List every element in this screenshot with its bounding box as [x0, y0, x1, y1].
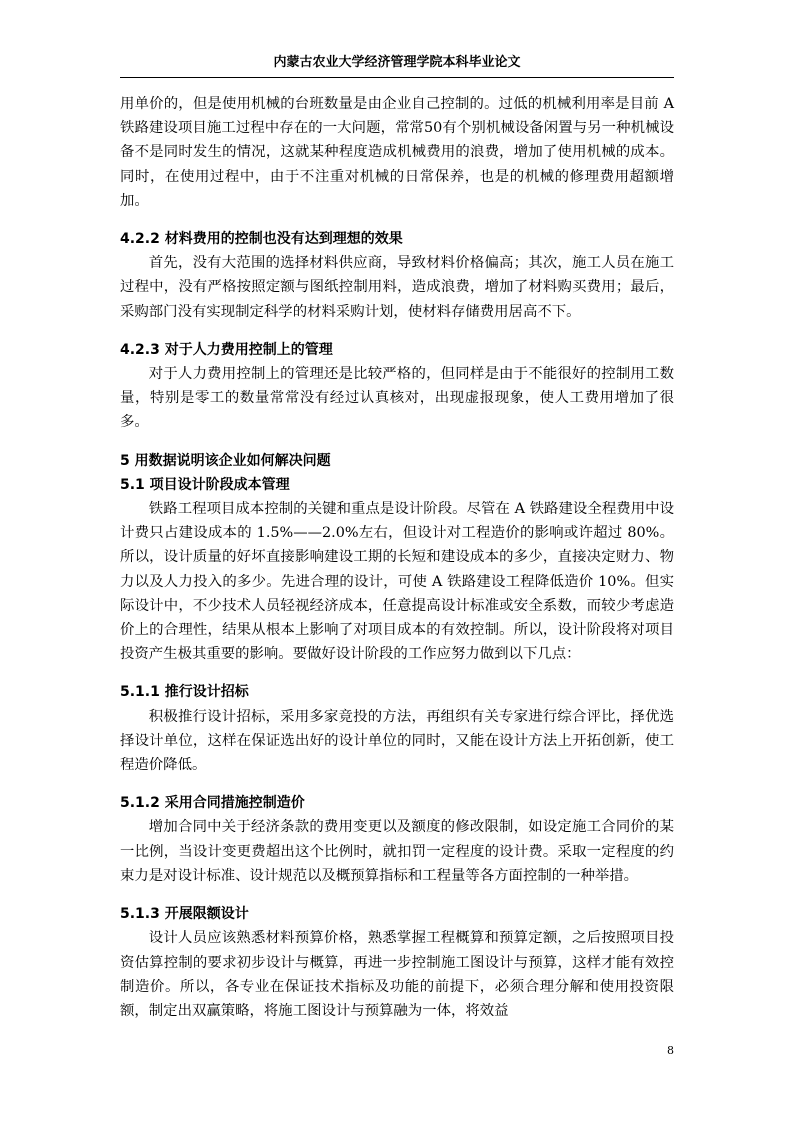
paragraph-labor-cost: 对于人力费用控制上的管理还是比较严格的，但同样是由于不能很好的控制用工数量，特别是零工的数量常常没有经过认真核对，出现虚报现象，使人工费用增加了很多。: [120, 366, 674, 431]
paragraph-machinery-cost: 用单价的，但是使用机械的台班数量是由企业自己控制的。过低的机械利用率是目前 A 铁路建设项目施工过程中存在的一大问题，常常50有个别机械设备闲置与另一种机械设备不是同时发生的情况，这就某种程度造成机械费用的浪费，增加了使用机械的成本。同时，在使用过程中，由于不注重对机械的日常保养，也是的机械的修理费用超额增加。: [120, 96, 674, 209]
paragraph-design-bidding: 积极推行设计招标，采用多家竞投的方法，再组织有关专家进行综合评比，择优选择设计单位，这样在保证选出好的设计单位的同时，又能在设计方法上开拓创新，使工程造价降低。: [120, 708, 674, 774]
page-number: 8: [667, 1044, 674, 1057]
section-spacer: [120, 666, 674, 680]
heading-4-2-2: 4.2.2 材料费用的控制也没有达到理想的效果: [120, 231, 403, 248]
section-spacer: [120, 435, 674, 449]
heading-5-1-3: 5.1.3 开展限额设计: [120, 906, 249, 923]
paragraph-contract-measures: 增加合同中关于经济条款的费用变更以及额度的修改限制，如设定施工合同价的某一比例，当设计变更费超出这个比例时，就扣罚一定程度的设计费。采取一定程度的约束力是对设计标准、设计规范以及概预算指标和工程量等各方面控制的一种举措。: [120, 819, 674, 884]
heading-5-1-2: 5.1.2 采用合同措施控制造价: [120, 795, 305, 812]
running-header: 内蒙古农业大学经济管理学院本科毕业论文: [273, 55, 521, 70]
paragraph-quota-design: 设计人员应该熟悉材料预算价格，熟悉掌握工程概算和预算定额，之后按照项目投资估算控制的要求初步设计与概算，再进一步控制施工图设计与预算，这样才能有效控制造价。所以，各专业在保证技术指标及功能的前提下，必须合理分解和使用投资限额，制定出双赢策略，将施工图设计与预算融为一体，将效益: [120, 930, 674, 1019]
section-spacer: [120, 324, 674, 338]
page-body: [120, 92, 674, 1023]
header-divider: [120, 77, 674, 78]
section-spacer: [120, 213, 674, 227]
heading-5-1-1: 5.1.1 推行设计招标: [120, 684, 249, 701]
paragraph-design-stage: 铁路工程项目成本控制的关键和重点是设计阶段。尽管在 A 铁路建设全程费用中设计费只占建设成本的 1.5%——2.0%左右，但设计对工程造价的影响或许超过 80%。所以，设计质量的好坏直接影响建设工期的长短和建设成本的多少，直接决定财力、物力以及人力投入的多少。先进合理的设计，可使 A 铁路建设工程降低造价 10%。但实际设计中，不少技术人员轻视经济成本，任意提高设计标准或安全系数，而较少考虑造价上的合理性，结果从根本上影响了对项目成本的有效控制。所以，设计阶段将对项目投资产生极其重要的影响。要做好设计阶段的工作应努力做到以下几点：: [120, 501, 674, 663]
heading-5-1: 5.1 项目设计阶段成本管理: [120, 476, 290, 493]
heading-5: 5 用数据说明该企业如何解决问题: [120, 452, 331, 469]
paragraph-material-cost: 首先，没有大范围的选择材料供应商，导致材料价格偏高；其次，施工人员在施工过程中，没有严格按照定额与图纸控制用料，造成浪费，增加了材料购买费用；最后，采购部门没有实现制定科学的材料采购计划，使材料存储费用居高不下。: [120, 255, 674, 320]
section-spacer: [120, 777, 674, 791]
heading-4-2-3: 4.2.3 对于人力费用控制上的管理: [120, 341, 333, 358]
section-spacer: [120, 888, 674, 902]
